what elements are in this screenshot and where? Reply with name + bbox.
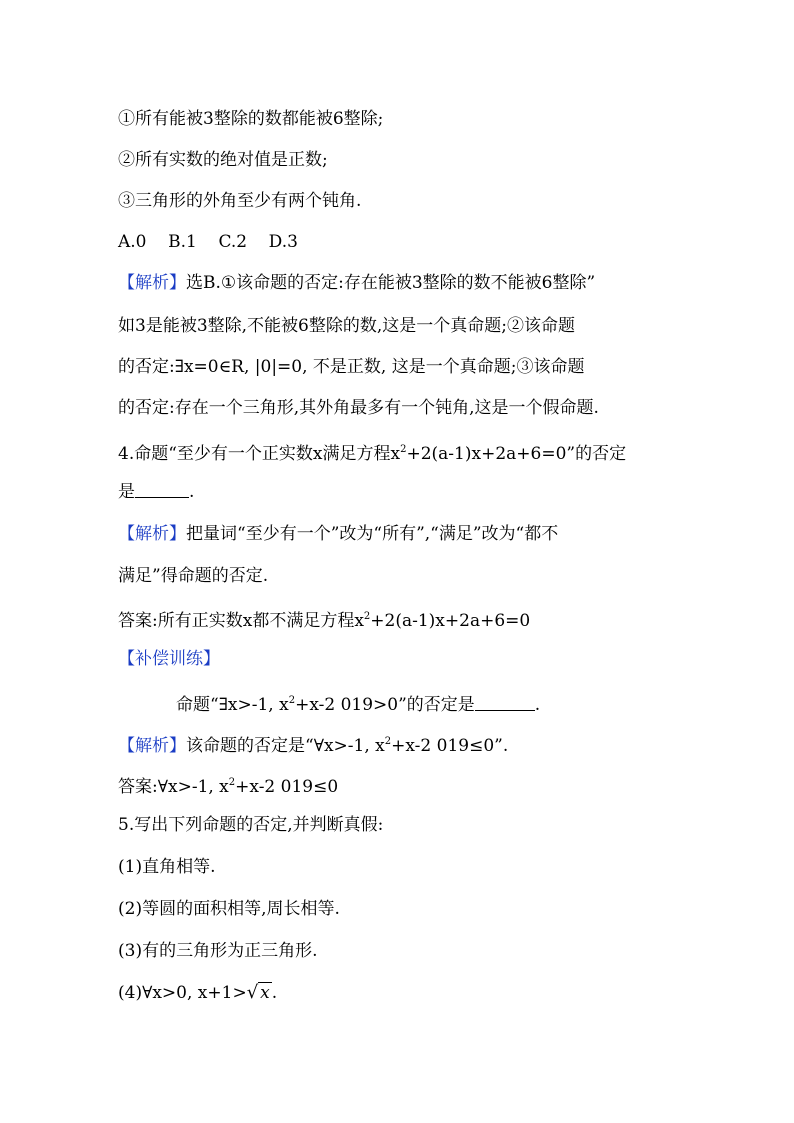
compensation-question: 命题“∃x>-1, $x^2+x-2$ 019>0”的否定是 . (176, 695, 541, 715)
solution-3-line-1: 【解析】选B.①该命题的否定:存在能被3整除的数不能被6整除” (118, 273, 596, 293)
solution-4-line-2: 满足”得命题的否定. (118, 566, 269, 586)
question-5-item-4: (4)∀x>0, x+1>√ x . (118, 982, 278, 1003)
question-4-line-1: 4.命题“至少有一个正实数x满足方程$x^2+2(a-1)x+2a+6=0$”的否定 (118, 444, 627, 464)
answer-4: 答案:所有正实数x都不满足方程$x^2+2(a-1)x+2a+6=0$ (118, 611, 531, 631)
square-root: √ x (246, 982, 270, 1003)
solution-tag: 【解析】 (118, 736, 186, 756)
answer-blank (135, 483, 189, 498)
solution-tag: 【解析】 (118, 273, 186, 293)
compensation-solution: 【解析】该命题的否定是“∀x>-1, $x^2+x-2$ 019≤0”. (118, 736, 509, 756)
question-4-line-2: 是 . (118, 482, 195, 502)
statement-3: ③三角形的外角至少有两个钝角. (118, 191, 362, 211)
statement-1: ①所有能被3整除的数都能被6整除; (118, 109, 384, 129)
answer-blank (475, 696, 535, 711)
question-5: 5.写出下列命题的否定,并判断真假: (118, 815, 384, 835)
solution-3-line-4: 的否定:存在一个三角形,其外角最多有一个钝角,这是一个假命题. (118, 398, 599, 418)
solution-3-line-3: 的否定:∃x=0∈R, |0|=0, 不是正数, 这是一个真命题;③该命题 (118, 357, 585, 377)
statement-2: ②所有实数的绝对值是正数; (118, 150, 328, 170)
question-5-item-1: (1)直角相等. (118, 857, 216, 877)
compensation-training-title: 【补偿训练】 (118, 649, 220, 669)
compensation-answer: 答案:∀x>-1, $x^2+x-2$ 019≤0 (118, 777, 339, 797)
solution-3-line-2: 如3是能被3整除,不能被6整除的数,这是一个真命题;②该命题 (118, 316, 575, 336)
question-5-item-3: (3)有的三角形为正三角形. (118, 941, 318, 961)
solution-4-line-1: 【解析】把量词“至少有一个”改为“所有”,“满足”改为“都不 (118, 524, 559, 544)
answer-options: A.0 B.1 C.2 D.3 (118, 232, 298, 252)
solution-tag: 【解析】 (118, 524, 186, 544)
question-5-item-2: (2)等圆的面积相等,周长相等. (118, 899, 340, 919)
